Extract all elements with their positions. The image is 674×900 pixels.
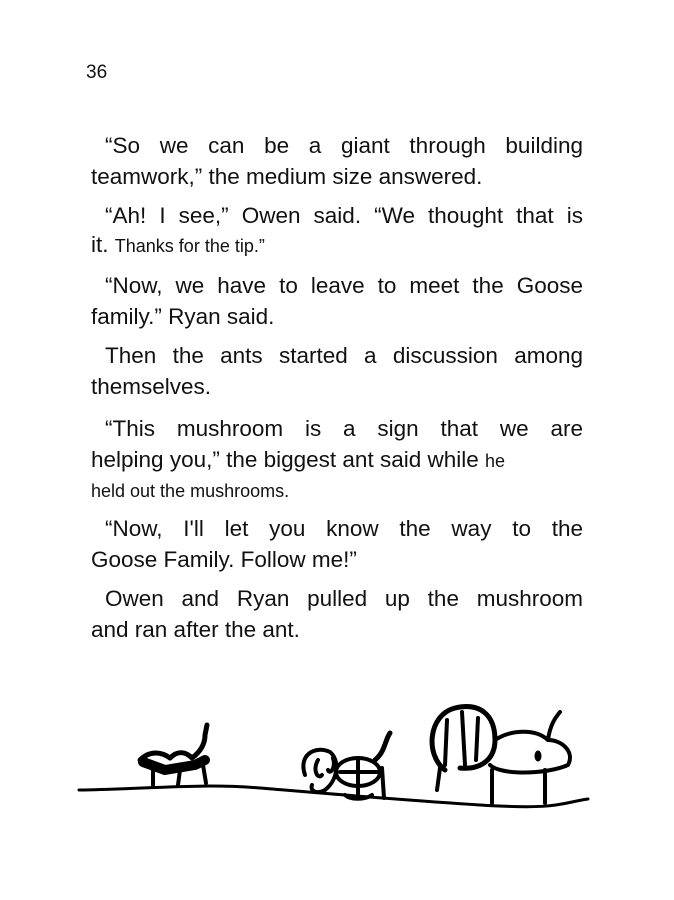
- paragraph-line: “Ah! I see,” Owen said. “We thought that is: [105, 203, 583, 228]
- paragraph-line: themselves.: [91, 374, 212, 399]
- big-ant-drawing: [432, 707, 570, 803]
- small-ant-drawing: [140, 725, 207, 785]
- line-text-small: he: [485, 451, 506, 471]
- paragraph-line: Then the ants started a discussion among: [105, 343, 583, 368]
- paragraph-line: and ran after the ant.: [91, 617, 300, 642]
- paragraph-line: Goose Family. Follow me!”: [91, 547, 357, 572]
- page-number: 36: [86, 62, 108, 83]
- paragraph-line: teamwork,” the medium size answered.: [91, 164, 483, 189]
- line-text-small: Thanks for the tip.”: [114, 236, 265, 256]
- medium-ant-drawing: [303, 733, 390, 799]
- paragraph-line: “This mushroom is a sign that we are: [105, 416, 583, 441]
- paragraph-line: Owen and Ryan pulled up the mushroom: [105, 586, 583, 611]
- ground-line: [79, 786, 588, 807]
- line-text: helping you,” the biggest ant said while: [91, 447, 479, 472]
- paragraph-line: family.” Ryan said.: [91, 304, 275, 329]
- paragraph-line: “Now, we have to leave to meet the Goose: [105, 273, 583, 298]
- paragraph-line: held out the mushrooms.: [91, 481, 290, 501]
- paragraph-line: “So we can be a giant through building: [105, 133, 583, 158]
- line-text: it.: [91, 232, 109, 257]
- paragraph-line: “Now, I'll let you know the way to the: [105, 516, 583, 541]
